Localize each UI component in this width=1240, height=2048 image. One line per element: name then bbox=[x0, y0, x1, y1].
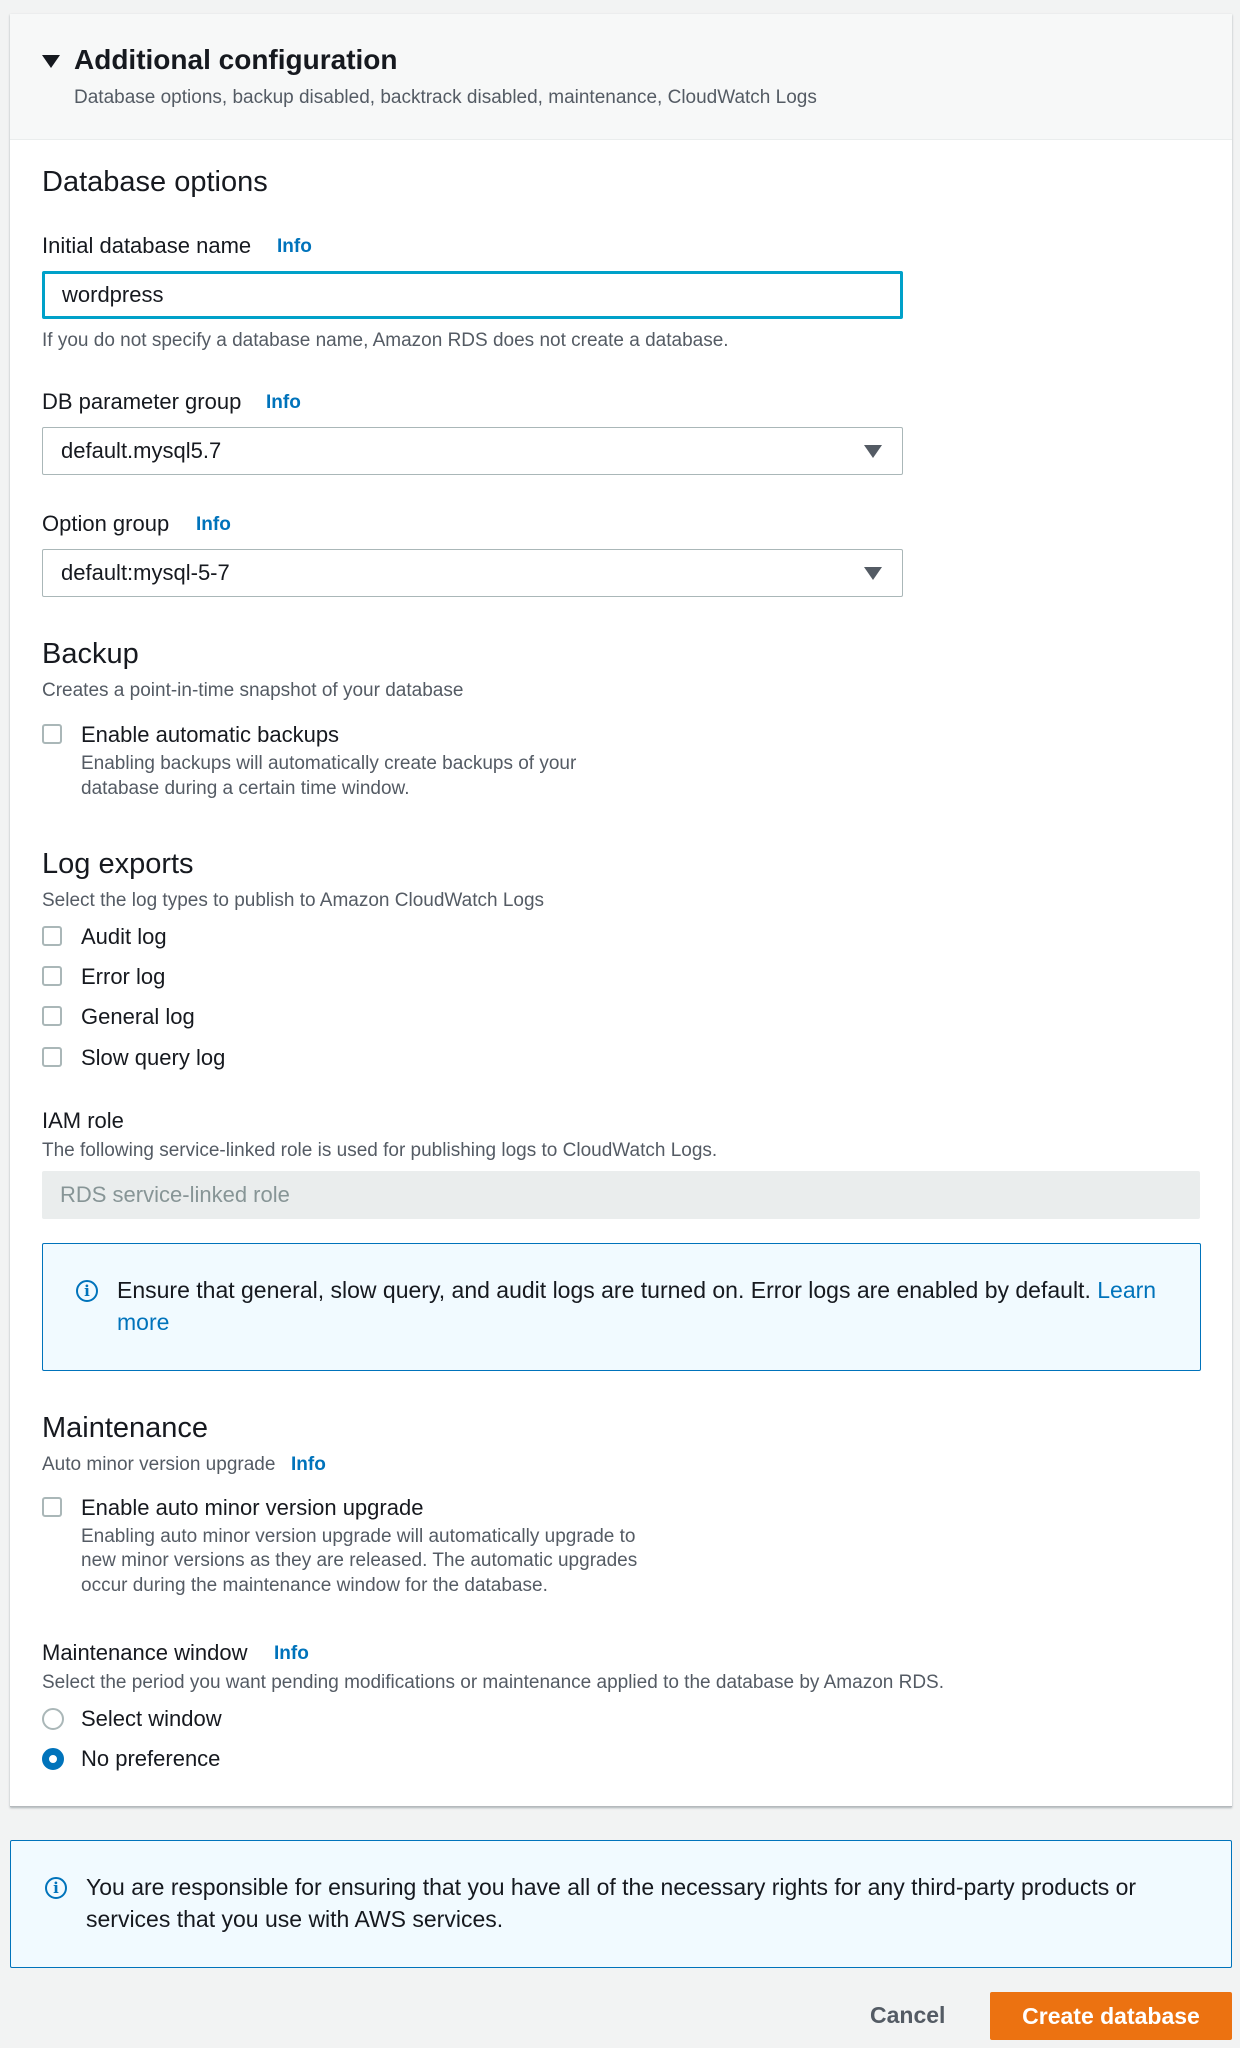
enable-auto-minor-upgrade-checkbox[interactable] bbox=[42, 1497, 62, 1517]
maintenance-window-description: Select the period you want pending modifications or maintenance applied to the database by Amazon RDS. bbox=[42, 1672, 945, 1693]
maintenance-window-label: Maintenance window bbox=[42, 1640, 248, 1665]
caret-down-icon[interactable] bbox=[42, 55, 60, 68]
dropdown-caret-icon bbox=[864, 567, 882, 580]
dropdown-caret-icon bbox=[864, 445, 882, 458]
slow-query-log-checkbox[interactable] bbox=[42, 1047, 62, 1067]
no-preference-radio[interactable] bbox=[42, 1748, 64, 1770]
db-parameter-group-value: default.mysql5.7 bbox=[61, 438, 222, 463]
section-title[interactable]: Additional configuration bbox=[74, 44, 398, 75]
iam-role-field bbox=[42, 1171, 1200, 1219]
cancel-button[interactable]: Cancel bbox=[850, 1993, 965, 2037]
error-log-label[interactable]: Error log bbox=[81, 964, 166, 989]
section-summary: Database options, backup disabled, backtrack disabled, maintenance, CloudWatch Logs bbox=[74, 87, 817, 108]
expandable-section-header[interactable] bbox=[10, 14, 1232, 140]
rights-alert-line-2: services that you use with AWS services. bbox=[86, 1906, 504, 1932]
maintenance-window-info-link[interactable]: Info bbox=[274, 1643, 309, 1664]
enable-automatic-backups-checkbox[interactable] bbox=[42, 724, 62, 744]
general-log-checkbox[interactable] bbox=[42, 1006, 62, 1026]
info-circle-icon: i bbox=[76, 1280, 98, 1302]
iam-role-description: The following service-linked role is used for publishing logs to CloudWatch Logs. bbox=[42, 1140, 718, 1161]
option-group-info-link[interactable]: Info bbox=[196, 514, 231, 535]
log-exports-heading: Log exports bbox=[42, 848, 194, 880]
db-parameter-group-select[interactable] bbox=[42, 427, 903, 475]
create-database-button[interactable]: Create database bbox=[990, 1992, 1232, 2040]
iam-role-label: IAM role bbox=[42, 1108, 124, 1133]
learn-more-link-part-2[interactable]: more bbox=[117, 1309, 170, 1335]
enable-auto-minor-upgrade-label[interactable]: Enable auto minor version upgrade bbox=[81, 1495, 424, 1520]
select-window-label[interactable]: Select window bbox=[81, 1706, 222, 1731]
general-log-label[interactable]: General log bbox=[81, 1004, 195, 1029]
maintenance-heading: Maintenance bbox=[42, 1412, 209, 1444]
option-group-value: default:mysql-5-7 bbox=[61, 560, 230, 585]
auto-minor-upgrade-info-link[interactable]: Info bbox=[291, 1454, 326, 1475]
iam-role-value: RDS service-linked role bbox=[60, 1182, 290, 1207]
log-info-alert-message: Ensure that general, slow query, and audit logs are turned on. Error logs are enabled by default. bbox=[117, 1277, 1091, 1303]
learn-more-link-part-1[interactable]: Learn bbox=[1097, 1277, 1157, 1303]
initial-db-name-value: wordpress bbox=[62, 282, 164, 307]
initial-db-name-info-link[interactable]: Info bbox=[277, 236, 312, 257]
no-preference-label[interactable]: No preference bbox=[81, 1746, 221, 1771]
info-circle-icon: i bbox=[45, 1877, 67, 1899]
enable-auto-minor-upgrade-desc-2: new minor versions as they are released. The automatic upgrades bbox=[81, 1550, 638, 1571]
auto-minor-upgrade-label: Auto minor version upgrade bbox=[42, 1454, 276, 1475]
select-window-radio[interactable] bbox=[42, 1708, 64, 1730]
enable-automatic-backups-label[interactable]: Enable automatic backups bbox=[81, 722, 340, 747]
rights-info-alert bbox=[10, 1840, 1232, 1968]
audit-log-checkbox[interactable] bbox=[42, 926, 62, 946]
error-log-checkbox[interactable] bbox=[42, 966, 62, 986]
initial-db-name-label: Initial database name bbox=[42, 233, 252, 258]
log-exports-description: Select the log types to publish to Amazon CloudWatch Logs bbox=[42, 890, 545, 911]
option-group-select[interactable] bbox=[42, 549, 903, 597]
log-info-alert-text bbox=[117, 1274, 1177, 1338]
backup-heading: Backup bbox=[42, 638, 139, 670]
backup-description: Creates a point-in-time snapshot of your database bbox=[42, 680, 464, 701]
log-info-alert bbox=[42, 1243, 1201, 1371]
audit-log-label[interactable]: Audit log bbox=[81, 924, 167, 949]
enable-auto-minor-upgrade-desc-3: occur during the maintenance window for the database. bbox=[81, 1575, 548, 1596]
rights-alert-line-1: You are responsible for ensuring that you have all of the necessary rights for any third-party products or bbox=[86, 1874, 1137, 1900]
enable-automatic-backups-desc-2: database during a certain time window. bbox=[81, 778, 410, 799]
db-parameter-group-label: DB parameter group bbox=[42, 389, 242, 414]
option-group-label: Option group bbox=[42, 511, 170, 536]
enable-automatic-backups-desc-1: Enabling backups will automatically create backups of your bbox=[81, 753, 577, 774]
enable-auto-minor-upgrade-desc-1: Enabling auto minor version upgrade will automatically upgrade to bbox=[81, 1526, 636, 1547]
database-options-heading: Database options bbox=[42, 166, 268, 198]
initial-db-name-input[interactable] bbox=[42, 271, 903, 319]
slow-query-log-label[interactable]: Slow query log bbox=[81, 1045, 226, 1070]
initial-db-name-hint: If you do not specify a database name, Amazon RDS does not create a database. bbox=[42, 330, 729, 351]
db-parameter-group-info-link[interactable]: Info bbox=[266, 392, 301, 413]
